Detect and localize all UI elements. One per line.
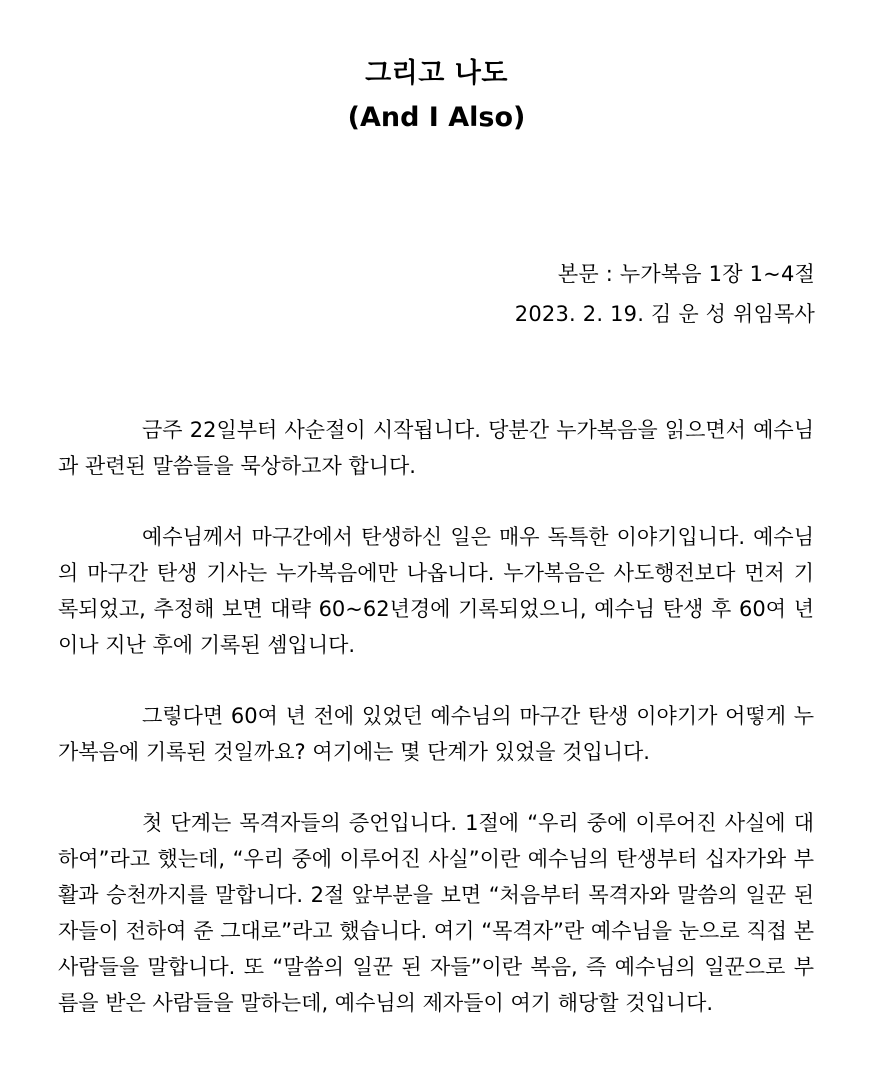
paragraph-2: 예수님께서 마구간에서 탄생하신 일은 매우 독특한 이야기입니다. 예수님의 마구간 탄생 기사는 누가복음에만 나옵니다. 누가복음은 사도행전보다 먼저 기록되었고, 추정해 보면 대략 60~62년경에 기록되었으니, 예수님 탄생 후 60여 년이나 지난 후에 기록된 셈입니다. <box>58 525 814 657</box>
sermon-title-korean: 그리고 나도 <box>365 58 508 89</box>
sermon-title-english: (And I Also) <box>347 102 526 133</box>
title-block <box>0 52 873 140</box>
paragraph-3: 그렇다면 60여 년 전에 있었던 예수님의 마구간 탄생 이야기가 어떻게 누가복음에 기록된 것일까요? 여기에는 몇 단계가 있었을 것입니다. <box>58 704 814 764</box>
paragraph-4: 첫 단계는 목격자들의 증언입니다. 1절에 “우리 중에 이루어진 사실에 대하여”라고 했는데, “우리 중에 이루어진 사실”이란 예수님의 탄생부터 십자가와 부활과 승천까지를 말합니다. 2절 앞부분을 보면 “처음부터 목격자와 말씀의 일꾼 된 자들이 전하여 준 그대로”라고 했습니다. 여기 “목격자”란 예수님을 눈으로 직접 본 사람들을 말합니다. 또 “말씀의 일꾼 된 자들”이란 복음, 즉 예수님의 일꾼으로 부름을 받은 사람들을 말하는데, 예수님의 제자들이 여기 해당할 것입니다. <box>58 811 814 1015</box>
date-and-author: 2023. 2. 19. 김 운 성 위임목사 <box>514 302 815 326</box>
sermon-body <box>58 412 814 1021</box>
scripture-reference: 본문 : 누가복음 1장 1~4절 <box>557 262 815 286</box>
sermon-meta <box>515 254 815 334</box>
paragraph-1: 금주 22일부터 사순절이 시작됩니다. 당분간 누가복음을 읽으면서 예수님과 관련된 말씀들을 묵상하고자 합니다. <box>58 418 814 478</box>
